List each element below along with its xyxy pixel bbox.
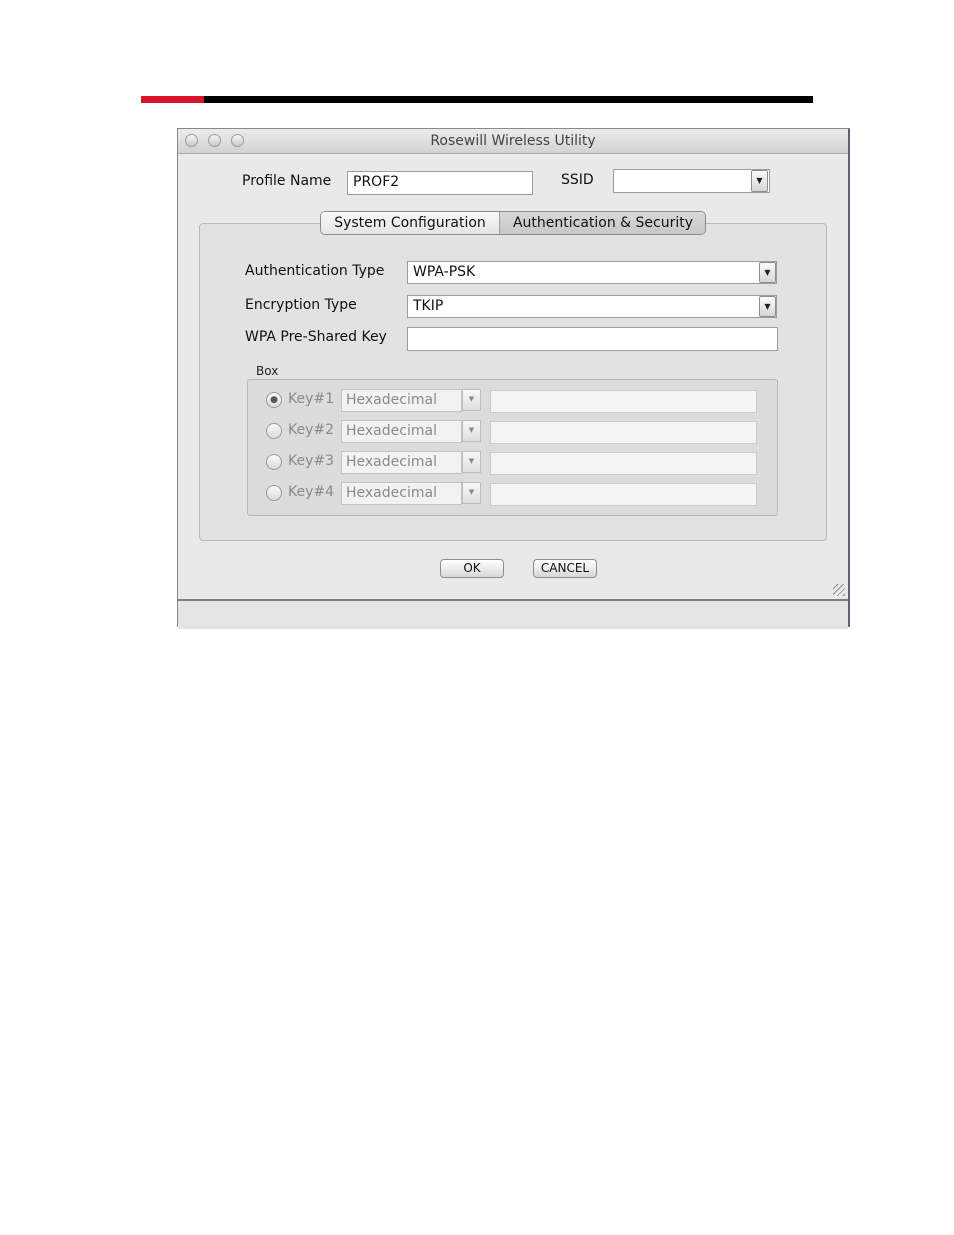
encryption-type-label: Encryption Type [245,297,357,313]
page-header-rule [141,96,813,103]
key-value-input[interactable] [490,452,757,475]
chevron-down-icon[interactable]: ▼ [462,451,481,473]
chevron-down-icon[interactable]: ▼ [759,262,776,283]
key-label: Key#1 [288,391,335,407]
title-bar[interactable] [178,129,848,154]
accent-red-segment [141,96,204,103]
profile-name-label: Profile Name [242,173,332,189]
resize-grip-icon[interactable] [833,584,845,596]
ssid-label: SSID [561,172,594,188]
key-value-input[interactable] [490,483,757,506]
cancel-button[interactable]: CANCEL [533,559,597,578]
wep-box-title: Box [256,364,279,378]
radio-icon[interactable]: ● [266,392,282,408]
key-value-input[interactable] [490,390,757,413]
key-label: Key#4 [288,484,335,500]
tab-bar [320,211,706,235]
tab-authentication-security[interactable]: Authentication & Security [499,212,706,234]
authentication-type-select[interactable]: WPA-PSK [407,261,777,284]
key-format-select[interactable]: Hexadecimal [341,482,462,505]
chevron-down-icon[interactable]: ▼ [462,420,481,442]
window-title: Rosewill Wireless Utility [430,133,596,149]
ssid-combo[interactable] [613,169,770,193]
key-label: Key#2 [288,422,335,438]
chevron-down-icon[interactable]: ▼ [462,482,481,504]
encryption-type-select[interactable]: TKIP [407,295,777,318]
radio-icon[interactable] [266,454,282,470]
status-bar [178,599,848,629]
chevron-down-icon[interactable]: ▼ [462,389,481,411]
chevron-down-icon[interactable]: ▼ [759,296,776,317]
key-format-select[interactable]: Hexadecimal [341,420,462,443]
authentication-type-label: Authentication Type [245,263,385,279]
key-format-select[interactable]: Hexadecimal [341,389,462,412]
ok-button[interactable]: OK [440,559,504,578]
tab-system-configuration[interactable]: System Configuration [321,212,499,234]
radio-icon[interactable] [266,423,282,439]
profile-name-input[interactable]: PROF2 [347,171,533,195]
key-label: Key#3 [288,453,335,469]
wpa-psk-label: WPA Pre-Shared Key [245,329,387,345]
wpa-psk-input[interactable] [407,327,778,351]
radio-icon[interactable] [266,485,282,501]
key-value-input[interactable] [490,421,757,444]
utility-window [177,128,850,627]
key-format-select[interactable]: Hexadecimal [341,451,462,474]
chevron-down-icon[interactable]: ▼ [751,170,768,192]
